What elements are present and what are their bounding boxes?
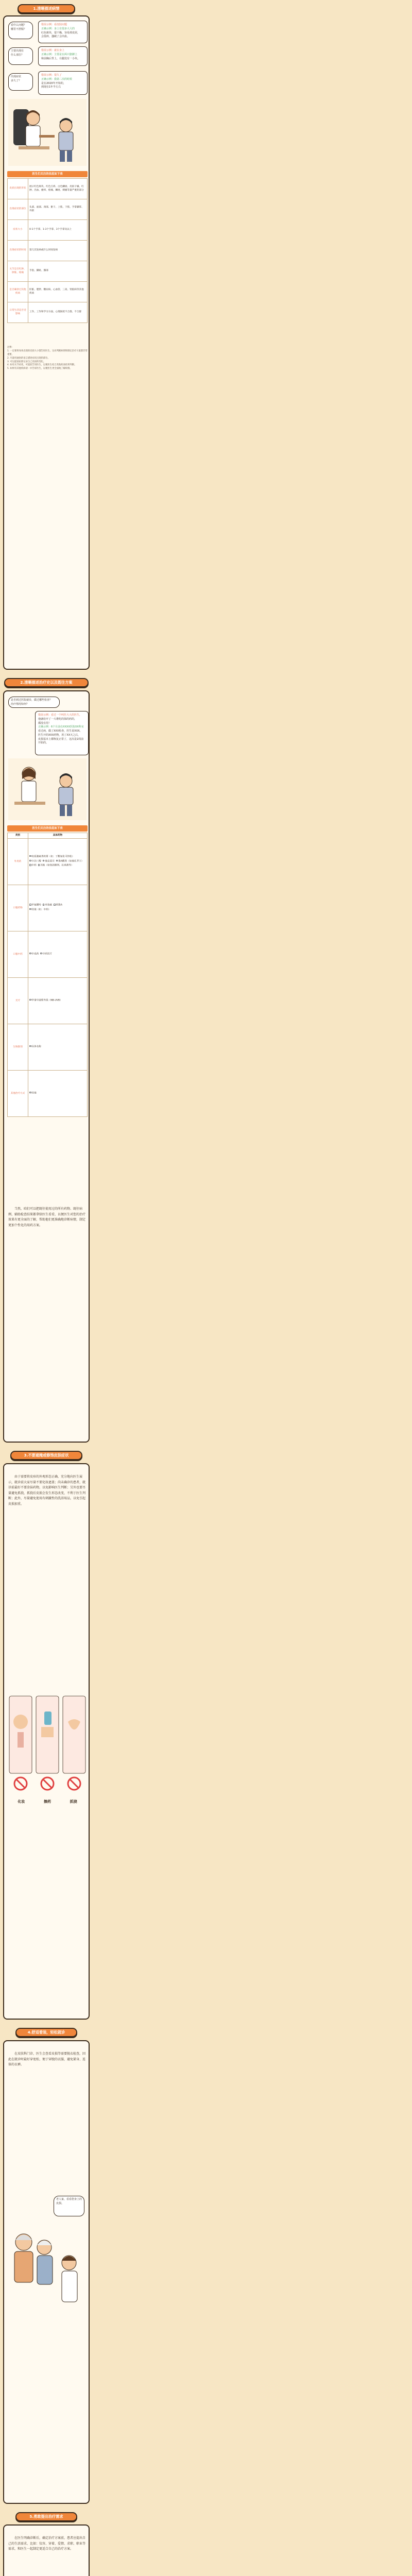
checkbox-icon[interactable] <box>40 953 42 955</box>
row-label: 口服药物 <box>8 885 28 931</box>
row-value: 工作、工作和学习方面、心理困扰不合群、不合群 <box>28 302 88 323</box>
answer-line: 和前胸后背上，右腿处有一小块。 <box>41 57 80 60</box>
table-row <box>8 1024 88 1071</box>
answer-line: 正确示例：我第二次的时候 <box>41 77 73 81</box>
row-label: 光疗 <box>8 978 28 1024</box>
ointment-label: 擦药 <box>43 1800 51 1804</box>
answer-line: 红色斑块，很干燥，容易掉皮屑， <box>41 31 80 35</box>
row-label: 外用药 <box>8 839 28 885</box>
row-value: 头部、面部、颈部、躯干、上肢、下肢、手掌脚掌、外阴 <box>28 199 88 220</box>
checkbox-option[interactable] <box>29 1045 41 1049</box>
row-value: 0-1个手掌、1-3个手掌、3个手掌及以上 <box>28 220 88 241</box>
makeup-label: 化妆 <box>18 1800 25 1804</box>
option-label: 中成药 <box>31 952 39 955</box>
option-label: 中药饮片 <box>42 952 53 955</box>
row-options <box>28 978 88 1024</box>
option-label: 环孢素 <box>45 904 53 907</box>
row-label: 皮损出现的形状 <box>8 179 28 199</box>
forbid-icon <box>14 1777 80 1790</box>
answer-line: 看过病，做了XXX检查，医生说XXX。 <box>38 730 82 733</box>
row-value: 第几次发病或什么时间发病 <box>28 241 88 261</box>
row-label: 生物制剂 <box>8 1024 28 1071</box>
option-label: 其他（如：中药） <box>31 908 51 911</box>
section-4-title: 4.舒适着装，轻松就诊 <box>15 2028 77 2037</box>
answer-box-1 <box>38 21 88 43</box>
checkbox-option[interactable] <box>43 860 55 863</box>
row-label: 口服中药 <box>8 931 28 978</box>
checkbox-icon[interactable] <box>29 1092 31 1094</box>
answer-line: 错误示例：就在身上 <box>41 49 65 52</box>
doctor-patient-illustration-2 <box>8 758 87 820</box>
option-label: 皮质激素类软膏（如：丁酸氢化可的松） <box>31 855 75 858</box>
row-label: 是否确诊过其他疾病 <box>8 282 28 302</box>
section-5-card <box>3 2524 90 2576</box>
skin-paragraph: 由于需要将皮疹的外观形态正确、充分地向医生展示，就诊前大家尽量不要化妆遮盖；尚未确诊的患者，就诊前最好不要涂抹药物，以免影响医生判断；另外也要尽量避免抓挠，抓挠后皮损会发生形态改变，不利于医生判断；此外，尽量避免使用有刺激性的洗浴用品，以免引起皮损加重。 <box>8 1475 86 1506</box>
row-options <box>28 1024 88 1071</box>
checkbox-option[interactable] <box>29 860 41 863</box>
row-label: 其他治疗方式 <box>8 1071 28 1117</box>
section-1-card <box>3 15 90 670</box>
header-cell: 类别 <box>8 833 28 839</box>
row-options <box>28 931 88 978</box>
header-cell: 具体药物 <box>28 833 88 839</box>
row-label: 症状大小 <box>8 220 28 241</box>
question-bubble-1: 看什么问题？ 哪里不舒服？ <box>8 22 33 39</box>
option-label: 其他（如焦油制剂、抗真菌等） <box>40 864 74 867</box>
checkbox-option[interactable] <box>43 904 52 907</box>
treatment-table <box>7 833 88 1117</box>
row-value: 肝脏、肥胖、糖尿病、心血管、三高、肾脏病等其他疾病 <box>28 282 88 302</box>
option-label: 具体名称 <box>31 1045 41 1048</box>
row-label: 关节是否红肿、肿胀、疼痛 <box>8 261 28 282</box>
table-row <box>8 931 88 978</box>
table-row <box>8 282 88 302</box>
note-line: 4. 如有关节症状，可提前告知医生，以便医生结合其他检查结果判断。 <box>7 364 77 367</box>
checkbox-option[interactable] <box>56 860 84 863</box>
answer-box-3 <box>38 71 88 95</box>
table-title-2: 医生们关注的信息如下表 <box>7 825 88 832</box>
page <box>0 0 93 2576</box>
checkbox-icon[interactable] <box>29 855 31 857</box>
checkbox-option[interactable] <box>29 904 41 907</box>
table-row <box>8 261 88 282</box>
answer-line: 医生开的XXX药物，用了XX天之后， <box>38 733 81 737</box>
checkbox-icon[interactable] <box>43 904 45 906</box>
note-line: 2. 尽量用通俗的语言描述症状出现的部位。 <box>7 357 50 360</box>
checkbox-option[interactable] <box>29 908 50 912</box>
section-4-card <box>3 2040 90 2504</box>
checkbox-option[interactable] <box>40 953 52 956</box>
section-3-card <box>3 1463 90 2020</box>
answer-line: 皮损基本上都恢复正常了，这次是2周前 <box>38 737 84 741</box>
checkbox-option[interactable] <box>38 864 74 868</box>
checkbox-icon[interactable] <box>29 1045 31 1047</box>
table-row <box>8 199 88 220</box>
answer-box-2 <box>38 46 88 66</box>
table-row <box>8 978 88 1024</box>
checkbox-icon[interactable] <box>29 999 31 1001</box>
table-row <box>8 220 88 241</box>
note-line: 1. 一定要将身体出现的皮损大小都告诉医生，这对判断病情和制定治疗方案都非常重要。 <box>7 349 88 356</box>
answer-line: 是在2020年开始的， <box>41 81 66 85</box>
table-header <box>8 833 88 839</box>
option-label: 卡泊三醇 <box>31 859 41 862</box>
row-label: 出现症状的部位 <box>8 199 28 220</box>
checkbox-icon[interactable] <box>54 904 56 906</box>
section-3-title: 3.不要遮掩或修饰皮肤症状 <box>10 1451 82 1460</box>
notes-1 <box>7 346 88 371</box>
row-value: 展示红色斑块、红色丘疹、白色鳞屑、皮损干燥、红肿、出血、瘙痒、疼痛、鳞屑、刺痛等量严重的部分 <box>28 179 88 199</box>
answer-line: 他就给开了一大堆吃的抹的药的， <box>38 717 77 721</box>
checkbox-icon[interactable] <box>43 860 45 862</box>
table-row <box>8 885 88 931</box>
checkbox-option[interactable] <box>29 864 37 868</box>
table-row <box>8 241 88 261</box>
answer-line: 错误示例：看皮肤问题 <box>41 23 67 26</box>
checkbox-icon[interactable] <box>29 864 31 866</box>
answer-line: 正确示例：6个月前在XXXX医院XX科室 <box>38 725 84 729</box>
option-label: 窄谱中波紫外线（NB-UVB） <box>31 998 62 1002</box>
option-label: 阿维A <box>56 904 63 907</box>
table-row <box>8 1071 88 1117</box>
answer-line: 正确示例：主要是在两只胳膊上 <box>41 53 78 56</box>
checkbox-icon[interactable] <box>29 953 31 955</box>
option-label: 甲氨蝶呤 <box>31 904 41 907</box>
answer-line: 会很痒，搔破了会出血。 <box>41 35 70 39</box>
skin-labels <box>8 1799 87 1804</box>
checkbox-option[interactable] <box>54 904 62 907</box>
question-bubble-treatment: 是否到过医院就诊，做过哪些检查？ 治疗情况如何？ <box>8 697 60 708</box>
no-cover-illustration <box>8 1691 87 1804</box>
checkbox-option[interactable] <box>29 855 74 859</box>
needs-paragraph: 在医生明确诊断后，确定治疗方案前，患者应提出自己的生活需求，比如：仪容、穿着、爱情、求职、职业等需求，和医生一起制定更适合自己的治疗方案。 <box>8 2536 86 2551</box>
doctor-patient-illustration <box>8 99 87 166</box>
section-2-title: 2.清晰描述治疗史以及既往方案 <box>4 678 89 687</box>
checkbox-option[interactable] <box>29 999 62 1003</box>
option-label: 中药 <box>31 864 37 867</box>
question-bubble-3: 出现症状 多久了？ <box>8 73 33 91</box>
question-bubble-2: 主要出现在 什么部位？ <box>8 47 33 65</box>
row-options <box>28 885 88 931</box>
row-options <box>28 839 88 885</box>
option-label: 其他 <box>31 1091 37 1094</box>
elder-checkup-illustration <box>8 2191 87 2325</box>
row-options <box>28 1071 88 1117</box>
answer-line: 正确示例：身上有很多大大的 <box>41 27 75 30</box>
checkbox-option[interactable] <box>29 1092 37 1095</box>
row-label: 日常生活是否受影响 <box>8 302 28 323</box>
option-label: 他克莫司 <box>45 859 55 862</box>
note-line: 3. 可以提前拍照记录自己皮损的变化。 <box>7 360 46 363</box>
checkbox-icon[interactable] <box>38 864 40 866</box>
treatment-paragraph: 当然，咱们可以把既往使用过的所有药物、既往病例、辅助检查结果都拿给医生看看，以便医生对您的治疗效果有更全面的了解，帮助他们更准确地诊断病情，制定更加个性化的用药方案。 <box>8 1207 86 1227</box>
clothing-paragraph: 在皮肤科门诊，医生会查看皮损等需要脱衣检查，因此在就诊时最好穿宽松、便于穿脱的衣服，避免紧身、连体的衣裤。 <box>8 2052 86 2066</box>
speech-bubble-elder: 老人家，看看您身上的皮损。 <box>54 2196 84 2216</box>
row-value: 手指、脚趾、膝部 <box>28 261 88 282</box>
note-line: 注释： <box>7 346 14 349</box>
table-row <box>8 179 88 199</box>
answer-line: 错误示例：很久了 <box>41 74 62 77</box>
answer-line: 都没有用！ <box>38 721 52 725</box>
answer-box-treatment <box>35 711 89 755</box>
table-row <box>8 839 88 885</box>
scratch-label: 抓挠 <box>70 1800 77 1804</box>
checkbox-icon[interactable] <box>29 904 31 906</box>
section-1-title: 1.清晰描述病情 <box>18 4 75 13</box>
checkbox-icon[interactable] <box>56 860 58 862</box>
answer-line: 错误示例：看过一个叫医大大的医生， <box>38 714 82 717</box>
checkbox-icon[interactable] <box>29 860 31 862</box>
option-label: 维A酸类（如他扎罗汀） <box>58 859 84 862</box>
answer-line: 开始的。 <box>38 741 49 745</box>
checkbox-option[interactable] <box>29 953 39 956</box>
checkbox-icon[interactable] <box>29 908 31 910</box>
section-2-card <box>3 690 90 1443</box>
row-label: 出现症状的时间 <box>8 241 28 261</box>
table-title-1: 医生们关注的信息如下表 <box>7 171 88 177</box>
note-line: 5. 如果有其他疾病请一并告诉医生，以便医生更全面地了解病情。 <box>7 367 72 370</box>
table-row <box>8 302 88 323</box>
info-table-1 <box>7 178 88 323</box>
section-5-title: 5.勇敢提出治疗需求 <box>15 2512 77 2521</box>
answer-line: 到现在1年半左右 <box>41 86 61 89</box>
